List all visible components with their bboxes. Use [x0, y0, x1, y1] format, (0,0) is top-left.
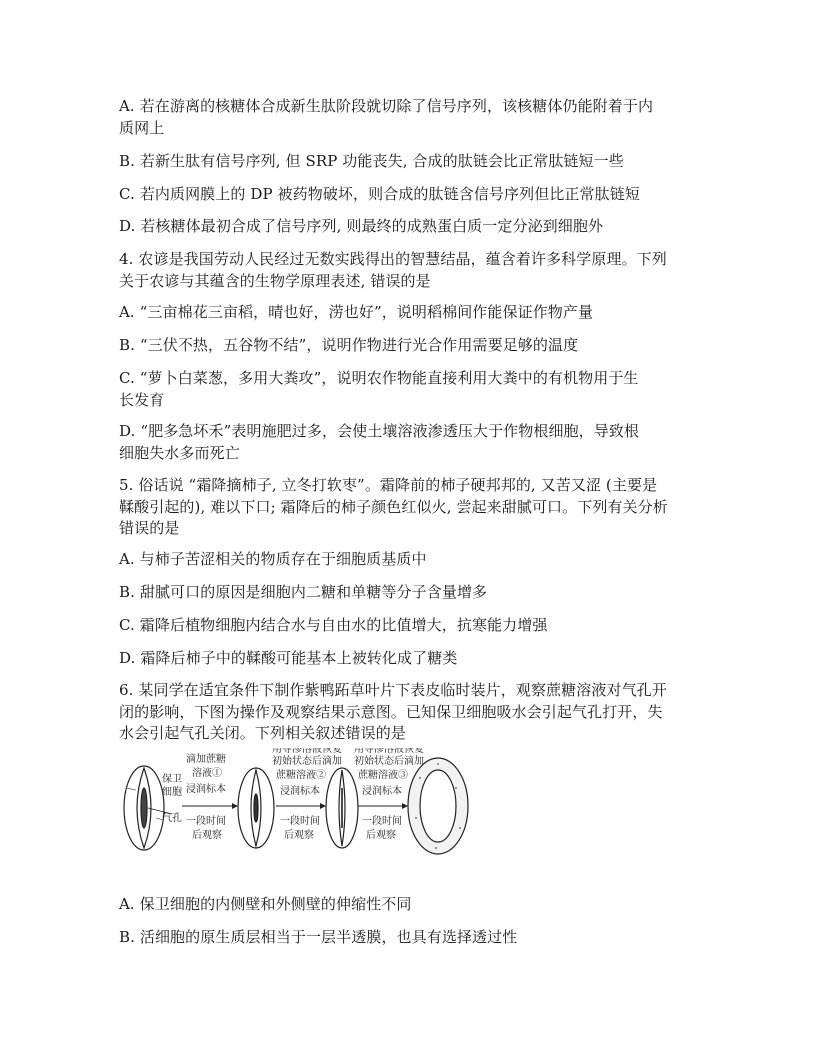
svg-text:初始状态后滴加: 初始状态后滴加	[272, 756, 342, 767]
svg-text:一段时间: 一段时间	[186, 816, 226, 827]
line-20: 6. 某同学在适宜条件下制作紫鸭跖草叶片下表皮临时装片，观察蔗糖溶液对气孔开	[119, 681, 667, 699]
line-8: B. “三伏不热，五谷物不结”，说明作物进行光合作用需要足够的温度	[119, 336, 579, 354]
line-11: D. “肥多急坏禾”表明施肥过多，会使土壤溶液渗透压大于作物根细胞，导致根	[119, 422, 640, 440]
line-18: C. 霜降后植物细胞内结合水与自由水的比值增大，抗寒能力增强	[119, 616, 548, 634]
svg-text:蔗糖溶液③: 蔗糖溶液③	[358, 770, 408, 781]
line-13: 5. 俗话说 “霜降摘柿子, 立冬打软枣”。霜降前的柿子硬邦邦的, 又苦又涩 (主要是	[119, 476, 658, 494]
svg-text:后观察: 后观察	[192, 830, 222, 841]
svg-text:后观察: 后观察	[366, 830, 396, 841]
line-10: 长发育	[119, 391, 165, 409]
arrow-1-head	[232, 803, 238, 809]
line-19: D. 霜降后柿子中的鞣酸可能基本上被转化成了糖类	[119, 649, 458, 667]
line-7: A. “三亩棉花三亩稻，晴也好，涝也好”，说明稻棉间作能保证作物产量	[119, 303, 594, 321]
svg-text:滴加蔗糖: 滴加蔗糖	[186, 754, 226, 765]
line-17: B. 甜腻可口的原因是细胞内二糖和单糖等分子含量增多	[119, 583, 488, 601]
line-24: B. 活细胞的原生质层相当于一层半透膜，也具有选择透过性	[119, 928, 518, 946]
step1-text	[186, 752, 226, 841]
line-23: A. 保卫细胞的内侧壁和外侧壁的伸缩性不同	[119, 895, 412, 913]
line-3: C. 若内质网膜上的 DP 被药物破坏，则合成的肽链含信号序列但比正常肽链短	[119, 185, 640, 203]
stoma-open	[408, 758, 468, 854]
line-4: D. 若核糖体最初合成了信号序列, 则最终的成熟蛋白质一定分泌到细胞外	[119, 217, 604, 235]
stomata-diagram	[120, 748, 480, 860]
line-0: A. 若在游离的核糖体合成新生肽阶段就切除了信号序列，该核糖体仍能附着于内	[119, 97, 654, 115]
svg-text:蔗糖溶液②: 蔗糖溶液②	[276, 770, 326, 781]
svg-text:浸润标本: 浸润标本	[362, 786, 402, 797]
line-6: 关于农谚与其蕴含的生物学原理表述, 错误的是	[119, 272, 431, 290]
line-15: 错误的是	[119, 519, 180, 537]
label-stoma: 气孔	[162, 813, 182, 824]
line-12: 细胞失水多而死亡	[119, 444, 240, 462]
line-2: B. 若新生肽有信号序列, 但 SRP 功能丧失, 合成的肽链会比正常肽链短一些	[119, 152, 624, 170]
line-1: 质网上	[119, 119, 165, 137]
arrow-2-head	[320, 803, 326, 809]
svg-text:初始状态后滴加: 初始状态后滴加	[354, 756, 424, 767]
svg-text:用等渗溶液恢复: 用等渗溶液恢复	[354, 748, 424, 755]
svg-text:用等渗溶液恢复: 用等渗溶液恢复	[272, 748, 342, 755]
stoma-2	[238, 768, 274, 848]
svg-text:一段时间: 一段时间	[362, 816, 402, 827]
line-5: 4. 农谚是我国劳动人民经过无数实践得出的智慧结晶，蕴含着许多科学原理。下列	[119, 250, 667, 268]
line-16: A. 与柿子苦涩相关的物质存在于细胞质基质中	[119, 550, 427, 568]
svg-text:浸润标本: 浸润标本	[280, 786, 320, 797]
arrow-3-head	[402, 803, 408, 809]
line-22: 水会引起气孔关闭。下列相关叙述错误的是	[119, 724, 406, 742]
line-9: C. “萝卜白菜葱，多用大粪攻”，说明农作物能直接利用大粪中的有机物用于生	[119, 369, 639, 387]
svg-text:一段时间: 一段时间	[280, 816, 320, 827]
line-21: 闭的影响，下图为操作及观察结果示意图。已知保卫细胞吸水会引起气孔打开，失	[119, 703, 663, 721]
label-guard-cell-2: 细胞	[162, 787, 182, 798]
stoma-3	[326, 768, 358, 848]
svg-text:后观察: 后观察	[284, 830, 314, 841]
step2-text	[272, 748, 342, 841]
svg-text:溶液①: 溶液①	[192, 768, 222, 779]
svg-text:浸润标本: 浸润标本	[186, 784, 226, 795]
label-guard-cell-1: 保卫	[162, 774, 182, 785]
line-14: 鞣酸引起的), 难以下口; 霜降后的柿子颜色红似火, 尝起来甜腻可口。下列有关分析	[119, 498, 668, 516]
